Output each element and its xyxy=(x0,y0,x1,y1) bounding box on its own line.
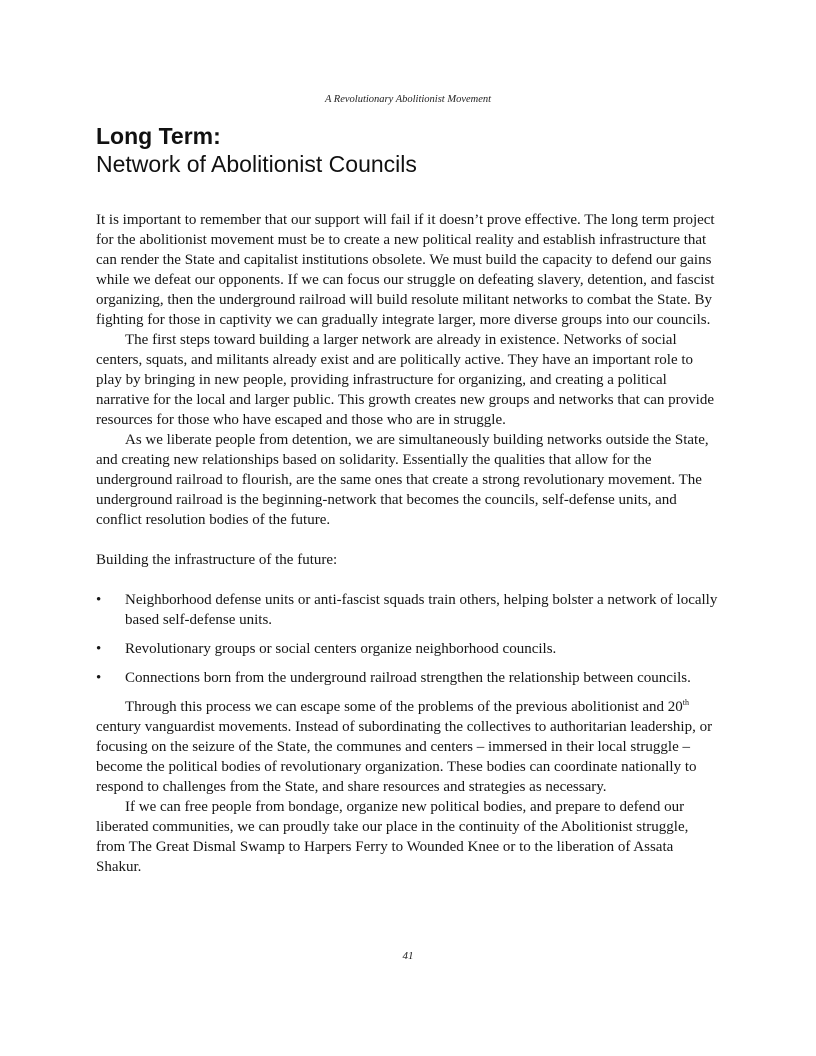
page-number: 41 xyxy=(402,950,414,962)
running-header: A Revolutionary Abolitionist Movement xyxy=(324,94,492,105)
paragraph-4: Building the infrastructure of the future: xyxy=(96,552,338,568)
bullet-icon: • xyxy=(96,670,102,686)
section-heading xyxy=(96,122,720,179)
paragraph-1: It is important to remember that our support will fail if it doesn’t prove effective. The long term project for the abolitionist movement must be to create a new political reality and establish infrastructure that can render the State and capitalist institutions obsolete. We must build the capacity to defend our gains while we defeat our opponents. If we can focus our struggle on defeating slavery, detention, and fascist organizing, then the underground railroad will build resolute militant networks to combat the State. By fighting for those in captivity we can gradually integrate larger, more diverse groups into our councils. xyxy=(96,212,715,328)
paragraph-6: If we can free people from bondage, organize new political bodies, and prepare to defend our liberated communities, we can proudly take our place in the continuity of the Abolitionist struggle, from The Great Dismal Swamp to Harpers Ferry to Wounded Knee or to the liberation of Assata Shakur. xyxy=(96,799,689,875)
list-item-text: Connections born from the underground railroad strengthen the relationship between councils. xyxy=(125,670,691,686)
bullet-list xyxy=(96,590,720,688)
section-title: Long Term: xyxy=(96,123,221,149)
list-item xyxy=(96,639,720,659)
list-item xyxy=(96,668,720,688)
paragraph-5-start: Through this process we can escape some of the problems of the previous abolitionist and 20 xyxy=(125,699,683,715)
paragraph-5 xyxy=(96,697,720,797)
body-text xyxy=(96,210,720,877)
paragraph-5-end: century vanguardist movements. Instead of subordinating the collectives to authoritarian leadership, or focusing on the seizure of the State, the communes and centers – immersed in their local struggle – become the political bodies of revolutionary organization. These bodies can coordinate nationally to respond to challenges from the State, and share resources and strategies as necessary. xyxy=(96,719,713,795)
list-item-text: Revolutionary groups or social centers organize neighborhood councils. xyxy=(125,641,557,657)
paragraph-3: As we liberate people from detention, we are simultaneously building networks outside the State, and creating new relationships based on solidarity. Essentially the qualities that allow for the underground railroad to flourish, are the same ones that create a strong revolutionary movement. The underground railroad is the beginning-network that becomes the councils, self-defense units, and conflict resolution bodies of the future. xyxy=(96,432,709,528)
ordinal-superscript: th xyxy=(682,698,690,707)
paragraph-2: The first steps toward building a larger network are already in existence. Networks of social centers, squats, and militants already exist and are politically active. They have an important role to play by bringing in new people, providing infrastructure for organizing, and creating a political narrative for the local and larger public. This growth creates new groups and networks that can provide resources for those who have escaped and those who are in struggle. xyxy=(96,332,714,428)
bullet-icon: • xyxy=(96,592,102,608)
list-item xyxy=(96,590,720,630)
section-subtitle: Network of Abolitionist Councils xyxy=(96,151,417,177)
bullet-icon: • xyxy=(96,641,102,657)
list-item-text: Neighborhood defense units or anti-fascist squads train others, helping bolster a network of locally based self-defense units. xyxy=(125,592,718,628)
